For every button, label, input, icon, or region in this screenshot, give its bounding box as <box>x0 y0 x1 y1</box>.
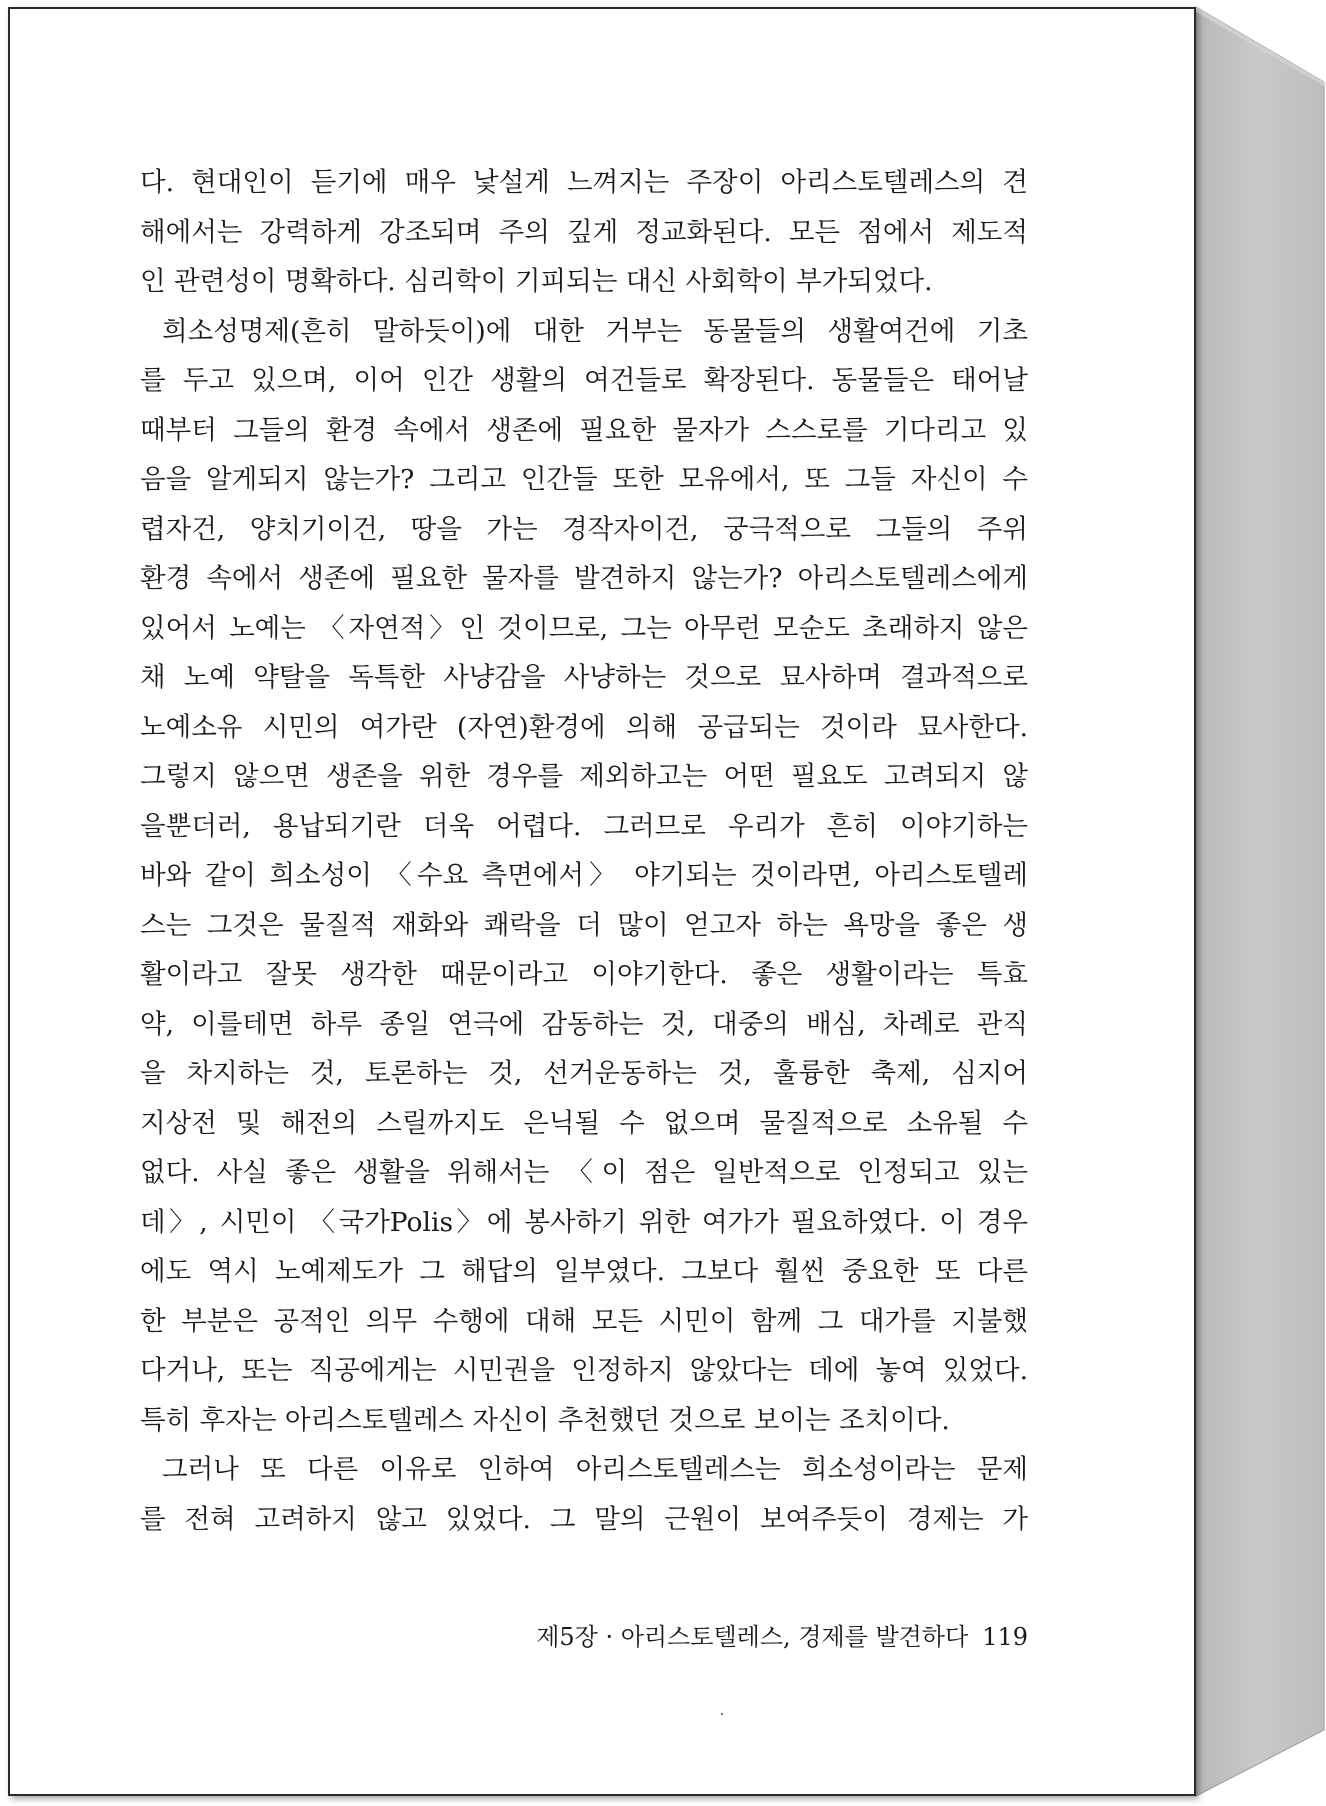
text-line: 한 부분은 공적인 의무 수행에 대해 모든 시민이 함께 그 대가를 지불했 <box>140 1305 1028 1337</box>
running-footer <box>508 1617 1028 1652</box>
page-number: 119 <box>982 1623 1028 1651</box>
text-line: 인 관련성이 명확하다. 심리학이 기피되는 대신 사회학이 부가되었다. <box>140 266 933 297</box>
text-line: 바와 같이 희소성이 〈수요 측면에서〉 야기되는 것이라면, 아리스토텔레 <box>140 860 1028 891</box>
text-line: 환경 속에서 생존에 필요한 물자를 발견하지 않는가? 아리스토텔레스에게 <box>140 563 1028 594</box>
text-line: 다거나, 또는 직공에게는 시민권을 인정하지 않았다는 데에 놓여 있었다. <box>140 1355 1028 1386</box>
text-line: 있어서 노예는 〈자연적〉인 것이므로, 그는 아무런 모순도 초래하지 않은 <box>140 612 1028 644</box>
book-side-face <box>1196 7 1324 1796</box>
text-line: 스는 그것은 물질적 재화와 쾌락을 더 많이 얻고자 하는 욕망을 좋은 생 <box>140 909 1028 941</box>
text-line: 약, 이를테면 하루 종일 연극에 감동하는 것, 대중의 배심, 차례로 관직 <box>140 1008 1028 1040</box>
body-text <box>140 158 1028 1544</box>
text-line: 데〉, 시민이 〈국가Polis〉에 봉사하기 위한 여가가 필요하였다. 이 경우 <box>140 1206 1028 1238</box>
text-line: 해에서는 강력하게 강조되며 주의 깊게 정교화된다. 모든 점에서 제도적 <box>140 216 1028 248</box>
text-line: 때부터 그들의 환경 속에서 생존에 필요한 물자가 스스로를 기다리고 있 <box>140 414 1028 446</box>
text-line: 채 노예 약탈을 독특한 사냥감을 사냥하는 것으로 묘사하며 결과적으로 <box>140 662 1028 693</box>
text-line: 활이라고 잘못 생각한 때문이라고 이야기한다. 좋은 생활이라는 특효 <box>140 959 1028 990</box>
text-line: 지상전 및 해전의 스릴까지도 은닉될 수 없으며 물질적으로 소유될 수 <box>140 1107 1028 1139</box>
text-line: 특히 후자는 아리스토텔레스 자신이 추천했던 것으로 보이는 조치이다. <box>140 1404 950 1436</box>
text-line: 없다. 사실 좋은 생활을 위해서는 〈이 점은 일반적으로 인정되고 있는 <box>140 1157 1028 1188</box>
text-line: 을뿐더러, 용납되기란 더욱 어렵다. 그러므로 우리가 흔히 이야기하는 <box>140 810 1028 842</box>
scan-speck <box>721 1713 723 1715</box>
text-line: 노예소유 시민의 여가란 (자연)환경에 의해 공급되는 것이라 묘사한다. <box>140 711 1028 743</box>
text-line: 를 전혀 고려하지 않고 있었다. 그 말의 근원이 보여주듯이 경제는 가 <box>140 1503 1028 1535</box>
text-line: 를 두고 있으며, 이어 인간 생활의 여건들로 확장된다. 동물들은 태어날 <box>140 365 1028 396</box>
text-line: 음을 알게되지 않는가? 그리고 인간들 또한 모유에서, 또 그들 자신이 수 <box>140 464 1028 495</box>
text-line: 그러나 또 다른 이유로 인하여 아리스토텔레스는 희소성이라는 문제 <box>162 1454 1028 1485</box>
text-line: 에도 역시 노예제도가 그 해답의 일부였다. 그보다 훨씬 중요한 또 다른 <box>140 1256 1028 1287</box>
text-line: 그렇지 않으면 생존을 위한 경우를 제외하고는 어떤 필요도 고려되지 않 <box>140 761 1028 792</box>
text-line: 다. 현대인이 듣기에 매우 낯설게 느껴지는 주장이 아리스토텔레스의 견 <box>140 167 1028 198</box>
text-line: 을 차지하는 것, 토론하는 것, 선거운동하는 것, 훌륭한 축제, 심지어 <box>140 1058 1028 1089</box>
text-line: 희소성명제(흔히 말하듯이)에 대한 거부는 동물들의 생활여건에 기초 <box>162 315 1028 347</box>
running-head: 제5장 · 아리스토텔레스, 경제를 발견하다 <box>536 1623 969 1651</box>
text-line: 렵자건, 양치기이건, 땅을 가는 경작자이건, 궁극적으로 그들의 주위 <box>140 513 1028 545</box>
